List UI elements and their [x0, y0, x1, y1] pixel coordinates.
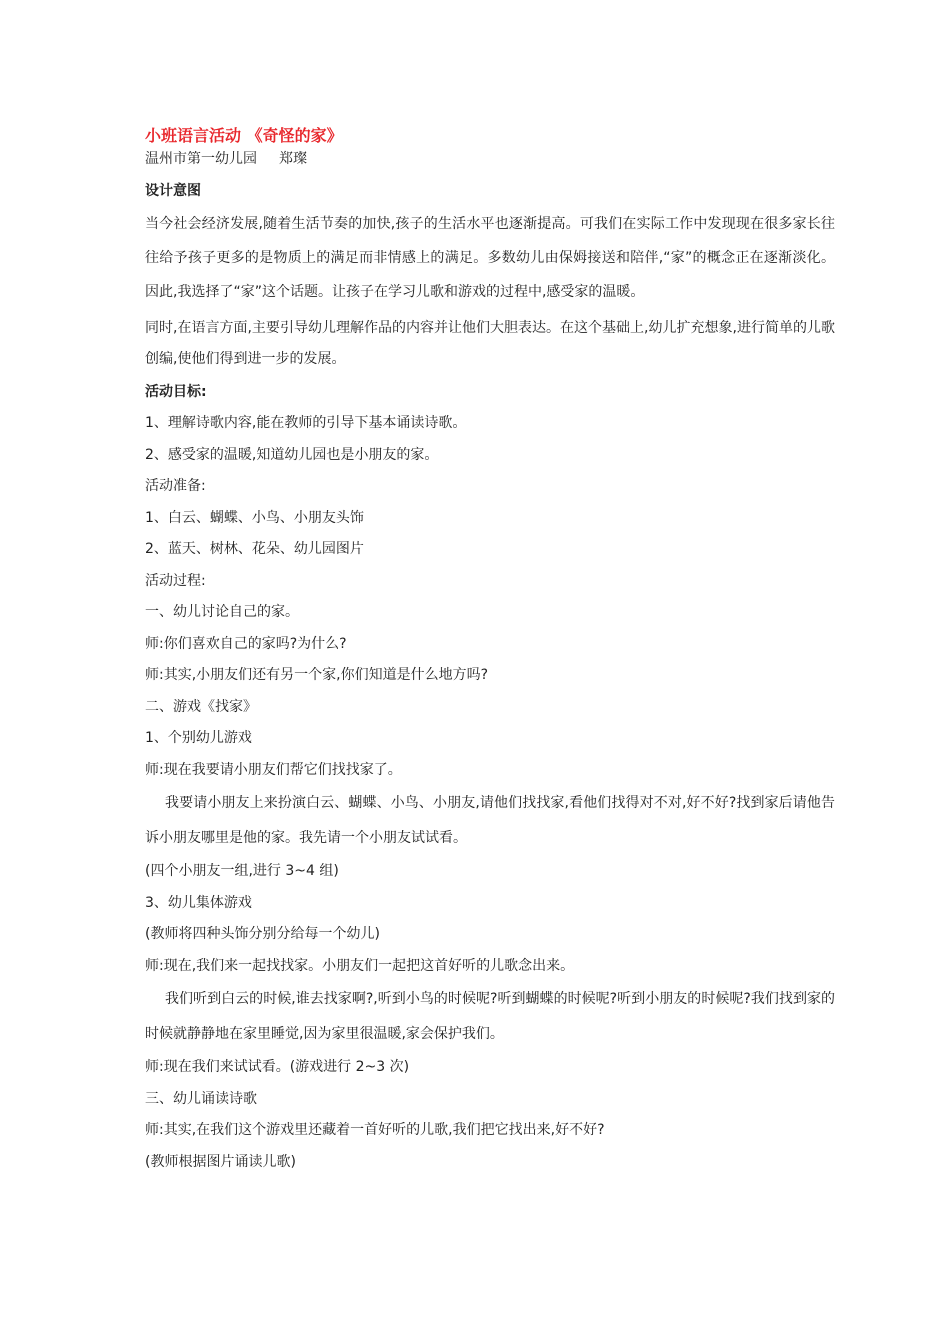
note-line: (四个小朋友一组,进行 3~4 组): [145, 863, 339, 879]
step-heading: 二、游戏《找家》: [145, 698, 257, 715]
step-paragraph: 我要请小朋友上来扮演白云、蝴蝶、小鸟、小朋友,请他们找找家,看他们找得对不对,好不好?找到家后请他告诉小朋友哪里是他的家。我先请一个小朋友试试看。: [145, 795, 835, 846]
author-name: 郑璨: [279, 151, 307, 167]
process-heading: 活动过程:: [145, 572, 206, 589]
step-paragraph: 我们听到白云的时候,谁去找家啊?,听到小鸟的时候呢?听到蝴蝶的时候呢?听到小朋友的时候呢?我们找到家的时候就静静地在家里睡觉,因为家里很温暖,家会保护我们。: [145, 991, 835, 1042]
prep-item: 1、白云、蝴蝶、小鸟、小朋友头饰: [145, 509, 364, 526]
goal-item: 2、感受家的温暖,知道幼儿园也是小朋友的家。: [145, 446, 439, 463]
sub-step: 3、幼儿集体游戏: [145, 894, 252, 911]
teacher-line: 师:其实,在我们这个游戏里还藏着一首好听的儿歌,我们把它找出来,好不好?: [145, 1122, 605, 1138]
note-line: (教师将四种头饰分别分给每一个幼儿): [145, 926, 380, 942]
design-paragraph-1: 当今社会经济发展,随着生活节奏的加快,孩子的生活水平也逐渐提高。可我们在实际工作中发现现在很多家长往往给予孩子更多的是物质上的满足而非情感上的满足。多数幼儿由保姆接送和陪伴,“家”的概念正在逐渐淡化。因此,我选择了“家”这个话题。让孩子在学习儿歌和游戏的过程中,感受家的温暖。: [145, 216, 835, 300]
teacher-line: 师:其实,小朋友们还有另一个家,你们知道是什么地方吗?: [145, 667, 489, 683]
teacher-line: 师:现在,我们来一起找找家。小朋友们一起把这首好听的儿歌念出来。: [145, 957, 575, 974]
step-heading: 三、幼儿诵读诗歌: [145, 1090, 257, 1107]
document-page: [145, 124, 835, 1178]
teacher-line: 师:现在我们来试试看。(游戏进行 2~3 次): [145, 1059, 410, 1075]
design-heading: 设计意图: [145, 183, 201, 199]
design-paragraph-2: 同时,在语言方面,主要引导幼儿理解作品的内容并让他们大胆表达。在这个基础上,幼儿扩充想象,进行简单的儿歌创编,使他们得到进一步的发展。: [145, 320, 835, 367]
prep-item: 2、蓝天、树林、花朵、幼儿园图片: [145, 541, 364, 557]
document-title: 小班语言活动 《奇怪的家》: [145, 126, 343, 145]
sub-step: 1、个别幼儿游戏: [145, 730, 252, 746]
goals-heading: 活动目标:: [145, 384, 207, 400]
prep-heading: 活动准备:: [145, 478, 206, 494]
teacher-line: 师:你们喜欢自己的家吗?为什么?: [145, 635, 347, 652]
author-org: 温州市第一幼儿园: [145, 151, 257, 167]
note-line: (教师根据图片诵读儿歌): [145, 1153, 296, 1170]
author-line: [145, 148, 835, 170]
goal-item: 1、理解诗歌内容,能在教师的引导下基本诵读诗歌。: [145, 415, 467, 431]
teacher-line: 师:现在我要请小朋友们帮它们找找家了。: [145, 761, 402, 778]
step-heading: 一、幼儿讨论自己的家。: [145, 604, 299, 620]
